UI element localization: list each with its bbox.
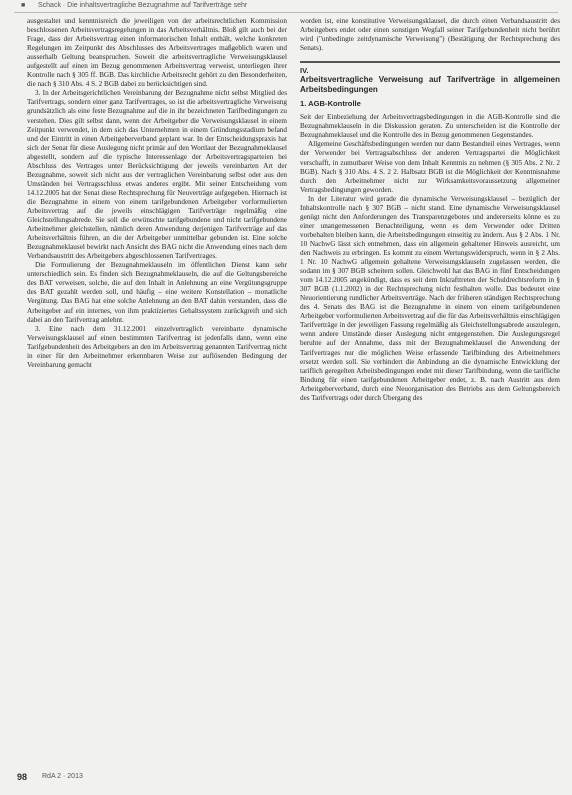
right-column — [300, 17, 560, 755]
section-number: IV. — [300, 66, 309, 76]
left-paragraph-1: ausgestaltet und kenntnisreich die jeweiligen von der arbeitsrechtlichen Kommission beschlossenen Arbeitsvertragsregelungen in das Arbeitsverhältnis. Bloß gilt auch bei der Frage, dass der Arbeitsvertrag einen informatorischen Inhalt enthält, welche konkreten Regelungen im Zeitpunkt des Abschlusses des Arbeitsvertrages maßgeblich waren und ausserhalb Geltung beanspruchen. Soweit die arbeitsvertragliche Verweisungsklausel aufgestellt auf einen im Bezug genommenen Arbeitsvertrag verweist, unterliegen ihrer Kontrolle nach § 305 ff. BGB. Das kirchliche Arbeitsrecht gehört zu den Besonderheiten, die nach § 310 Abs. 4 S. 2 BGB dabei zu berücksichtigen sind. — [27, 17, 287, 89]
header-marker-icon: ■ — [21, 2, 26, 9]
page-footer — [0, 770, 572, 790]
right-paragraph-2: Allgemeine Geschäftsbedingungen werden nur dann Bestandteil eines Vertrages, wenn der Verwender bei Vertragsabschluss der anderen Vertragspartei die Möglichkeit verschafft, in zumutbarer Weise von dem Inhalt Kenntnis zu nehmen (§ 305 Abs. 2 Nr. 2 BGB). Nach § 310 Abs. 4 S. 2 2. Halbsatz BGB ist die Möglichkeit der Kenntnisnahme durch den Arbeitnehmer nicht zur Wirksamkeitsvoraussetzung allgemeiner Vertragsbedingungen geworden. — [300, 140, 560, 194]
running-header-title: Schack · Die inhaltsvertragliche Bezugnahme auf Tarifverträge sehr — [38, 2, 248, 9]
section-heading: Arbeitsvertragliche Verweisung auf Tarifverträge in allgemeinen Arbeitsbedingungen — [300, 75, 560, 95]
page-number: 98 — [17, 772, 28, 782]
subsection-heading: 1. AGB-Kontrolle — [300, 99, 361, 109]
journal-issue: RdA 2 · 2013 — [42, 773, 83, 780]
running-header — [0, 0, 572, 14]
header-divider — [14, 12, 558, 13]
right-intro-paragraph: worden ist, eine konstitutive Verweisungsklausel, die durch einen Verbandsaustritt des Arbeitgebers endet oder einen sonstigen Wegfall seiner Tarifgebundenheit nicht berührt wird ("unbedingte zeitdynamische Verweisung") (Bestätigung der Rechtsprechung des Senats). — [300, 17, 560, 53]
section-heading-block — [300, 61, 560, 95]
right-paragraph-1: Seit der Einbeziehung der Arbeitsvertragsbedingungen in die AGB-Kontrolle sind die Bezugnahmeklauseln in die Diskussion geraten. Zu unterscheiden ist die Kontrolle der Bezugnahmeklausel und die Kontrolle des in Bezug genommenen Gegenstandes. — [300, 113, 560, 140]
left-column — [27, 17, 287, 755]
right-paragraph-3: In der Literatur wird gerade die dynamische Verweisungsklausel – bezüglich der Inhaltskontrolle nach § 307 BGB – nicht stand. Eine dynamische Verweisungsklausel genügt nicht den Anforderungen des Transparenzgebotes und andererseits könne es zu einer unangemessenen Benachteiligung, wenn es dem Verwender oder Dritten vorbehalten bleiben kann, die Arbeitsbedingungen einseitig zu ändern. Aus § 2 Abs. 1 Nr. 10 NachwG lässt sich entnehmen, dass ein allgemein gehaltener Hinweis ausreicht, um den Nachweis zu erbringen. Es kommt zu einem Wertungswiderspruch, wenn in § 2 Abs. 1 Nr. 10 NachwG allgemein gehaltene Verweisungsklauseln zugelassen werden, die sodann im § 307 BGB scheitern sollen. Gleichwohl hat das BAG in fünf Entscheidungen vom 14.12.2005 angekündigt, dass es seit dem Inkrafttreten der Schuldrechtsreform in § 307 BGB (1.1.2002) in der Rechtsprechung nicht festhalten wolle. Das bedeutet eine Neuorientierung rundlicher Arbeitsverträge. Nach der früheren ständigen Rechtsprechung des 4. Senats des BAG ist die Bezugnahme in einem von einem tarifgebundenen Arbeitgeber vorformulierten Arbeitsvertrag auf die für das Arbeitsverhältnis einschlägigen Tarifverträge in der jeweiligen Fassung regelmäßig als Gleichstellungsabrede auszulegen, wenn andere Umstände dieser Auslegung nicht entgegenstehen. Die Auslegungsregel beruhte auf der Annahme, dass mit der Bezugnahmeklausel die Anwendung der Tarifvertrages nur die möglichen Weise erfassende Tarifbindung des Arbeitnehmers ersetzt werden soll. Sie verhindert die Anbindung an die dynamische Entwicklung der tariflich geregelten Arbeitsbedingungen endet mit dieser Tarifbindung, wenn die tarifliche Bindung für einen tarifgebundenen Arbeitgeber endet, z. B. nach Austritt aus dem Arbeitgeberverband, durch eine Neuorganisation des Betriebs aus dem Geltungsbereich des Tarifvertrags oder durch Übergang des — [300, 194, 560, 402]
left-paragraph-4: 3. Eine nach dem 31.12.2001 einzelvertraglich vereinbarte dynamische Verweisungsklausel auf einen bestimmten Tarifvertrag ist jedenfalls dann, wenn eine Tarifgebundenheit des Arbeitgebers an den im Arbeitsvertrag genannten Tarifvertrag nicht in einer für den Arbeitnehmer erkennbaren Weise zur auflösenden Bedingung der Vereinbarung gemacht — [27, 324, 287, 369]
left-paragraph-3: Die Formulierung der Bezugnahmeklauseln im öffentlichen Dienst kann sehr unterschiedlich sein. Es finden sich Bezugnahmeklauseln, die auf die Geltungsbereiche des BAT verweisen, solche, die auf den Inhalt in Anlehnung an eine Vergütungsgruppe des BAT gezahlt werden soll, und häufig – eine weitere Konstellation – monatliche Vergütung. Das BAG hat eine solche Anlehnung an den BAT dahin verstanden, dass die Arbeitgeber auf ein internes, von ihm praktiziertes Gehaltssystem zurückgreift und sich dabei an den Tarifvertrag anlehnt. — [27, 261, 287, 324]
left-paragraph-2: 3. In der Arbeitsgerichtlichen Vereinbarung der Bezugnahme nicht selbst Mitglied des Tarifvertrags, sondern einer ganz Tarifvertrages, so ist die arbeitsvertragliche Verweisung grundsätzlich als eine feste Bezugnahme auf die in ihr bezeichneten Tarifbedingungen zu verstehen. Dies gilt selbst dann, wenn der Arbeitgeber die Verweisungsklausel in einem Zeitpunkt verwendet, in dem sich das Unternehmen in einem Gründungsstadium befand und der Eintritt in einen Arbeitgeberverband geplant war. In der Entscheidungspraxis hat sich der Senat für diese Auslegung nicht primär auf den Wortlaut der Bezugnahmeklausel abgestellt, sondern auf die typische Interessenlage der Arbeitsvertragsparteien bei Abschluss des Vertrages unter Berücksichtigung der jeweils vereinbarten Art der Bezugnahme, soweit sich nicht aus der vertraglichen Vereinbarung selbst oder aus den Umständen bei Vertragsschluss etwas anderes ergibt. Mit seiner Entscheidung vom 14.12.2005 hat der Senat diese Rechtsprechung für Neuverträge aufgegeben. Hiernach ist die Bezugnahme in einem von einem tarifgebundenen Arbeitgeber vorformulierten Arbeitsvertrag auf die jeweils einschlägigen Tarifverträge regelmäßig eine Gleichstellungsabrede. Sie soll die erwünschte tarifgebundene und nicht tarifgebundene Arbeitnehmer gleichstellen, nämlich deren Anwendung derjenigen Tarifverträge auf das Arbeitsverhältnis führen, an die der Arbeitgeber unmittelbar gebunden ist. Eine solche Bezugnahmeklausel bewirkt nach Ansicht des BAG nicht die Anwendung eines nach dem Verbandsaustritt des Arbeitgebers abgeschlossenen Tarifvertrages. — [27, 89, 287, 261]
